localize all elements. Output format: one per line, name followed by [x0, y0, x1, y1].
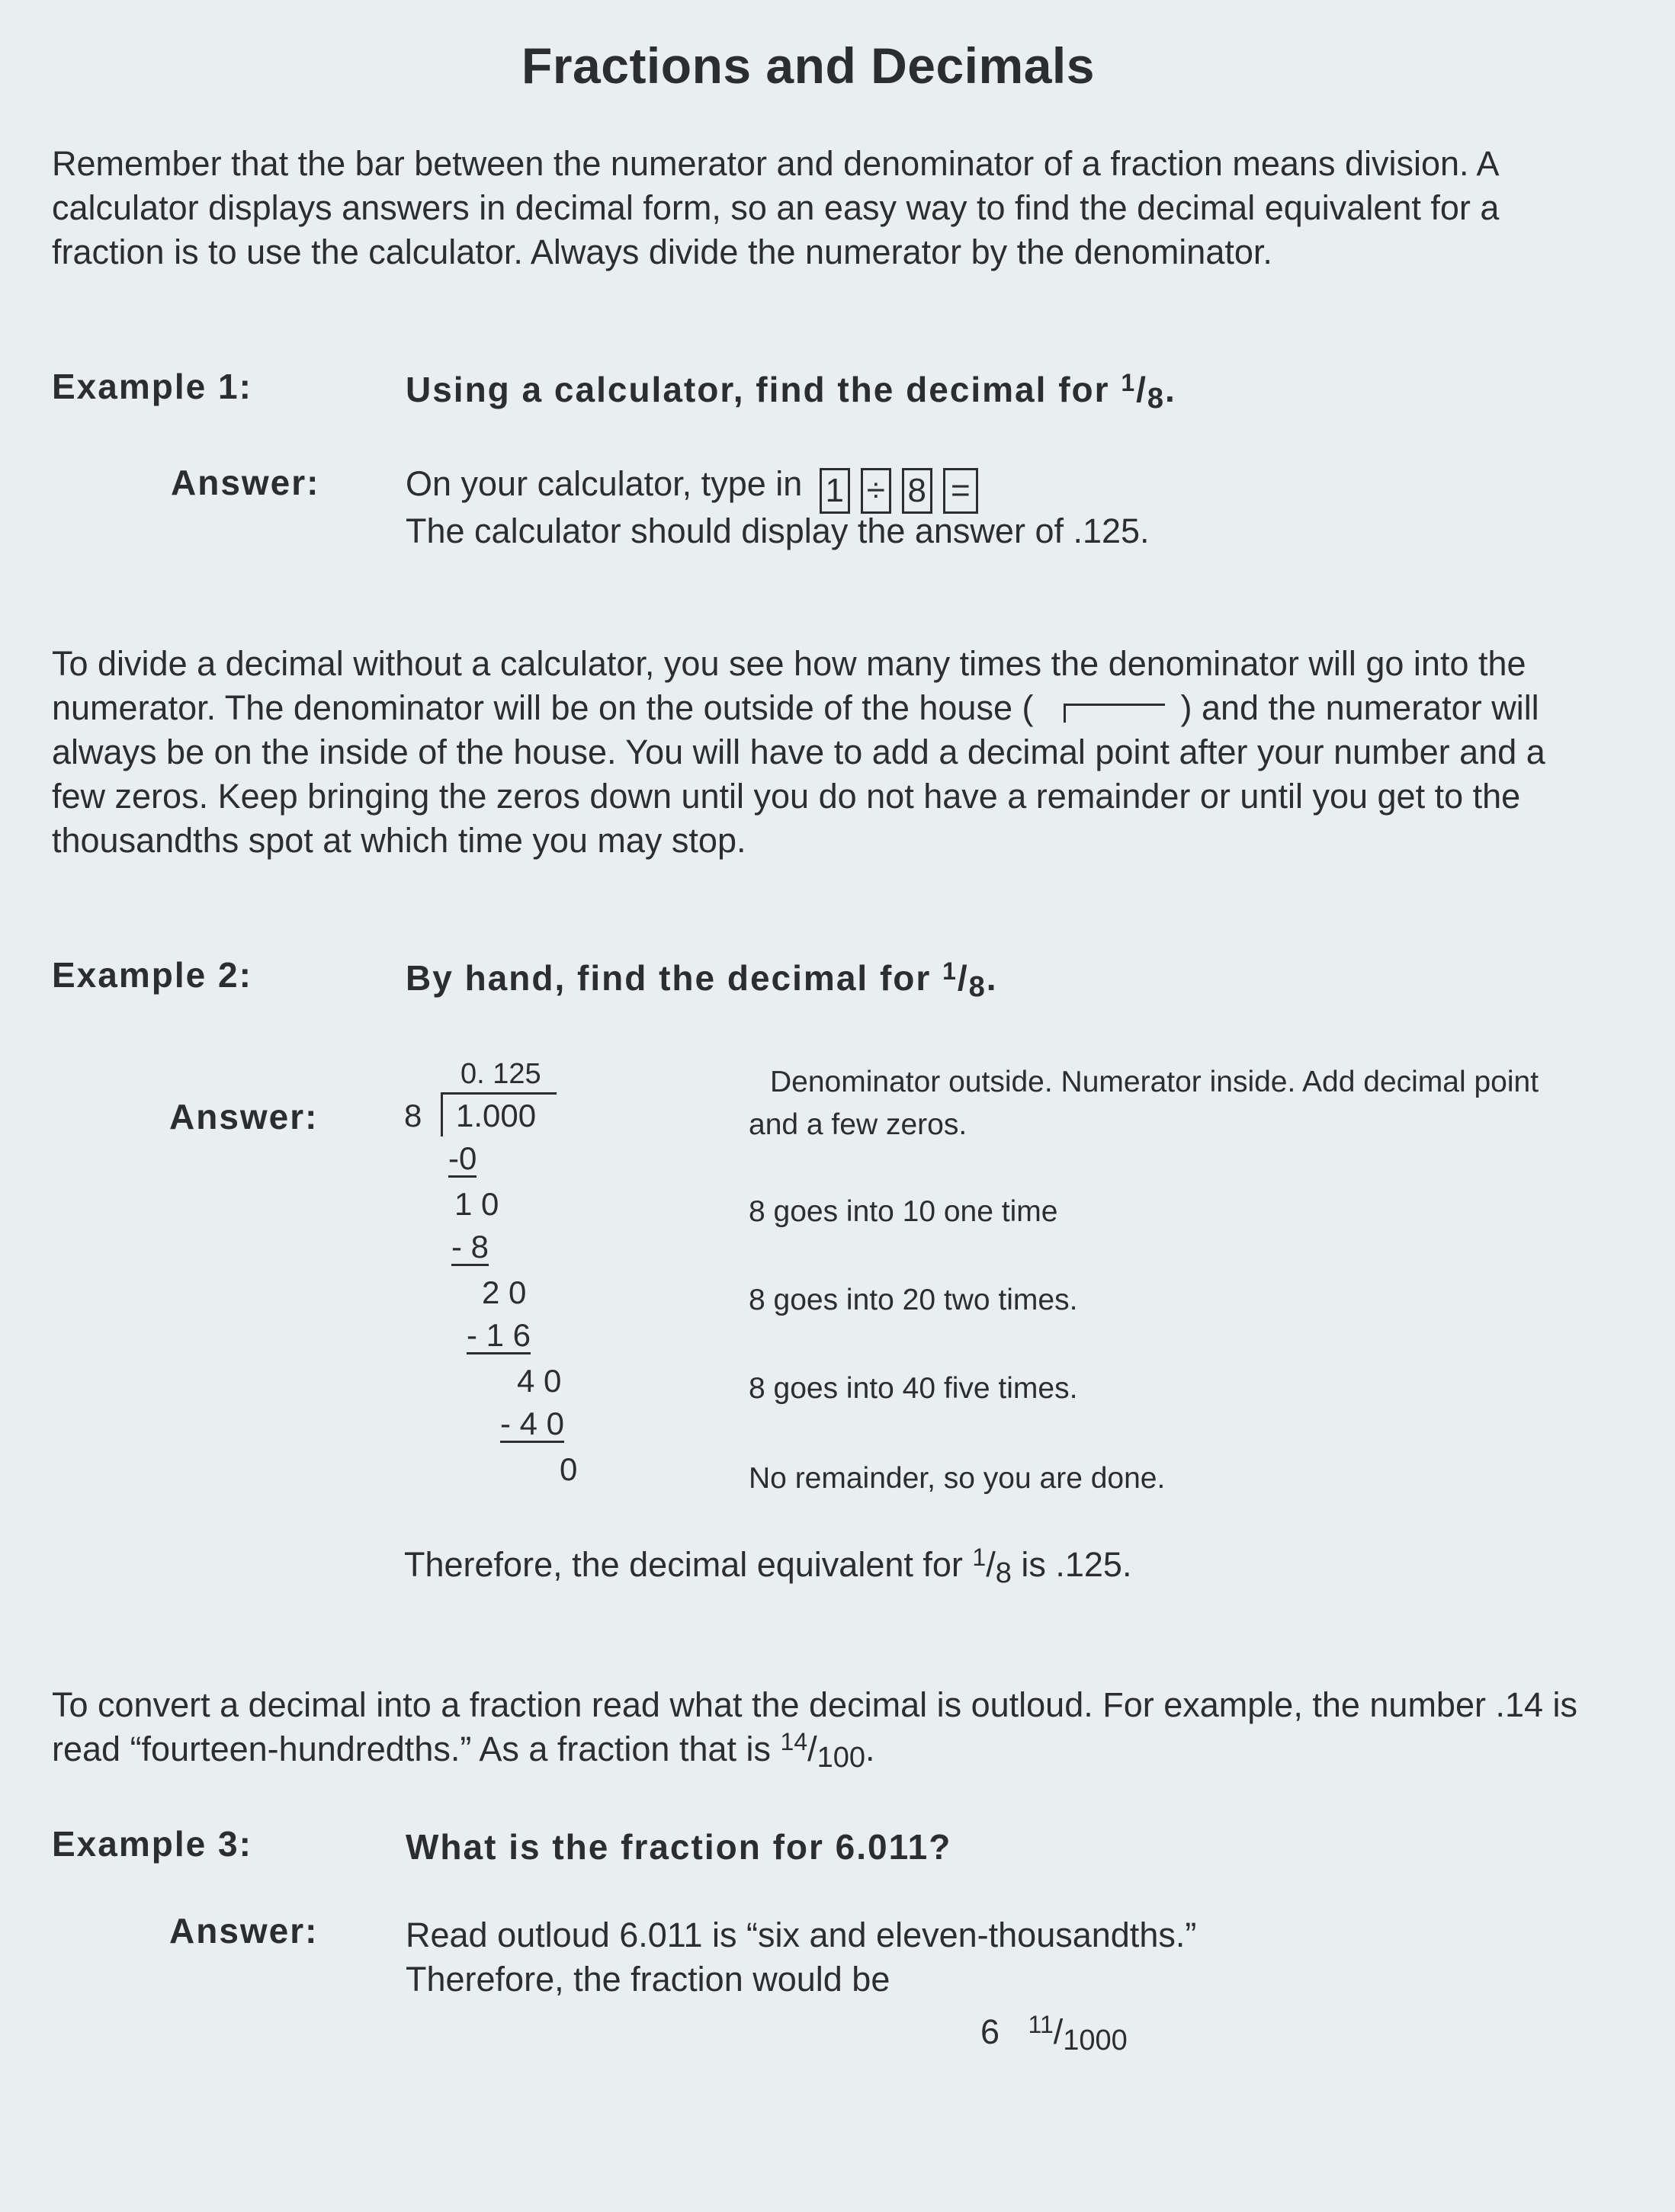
convert-paragraph: To convert a decimal into a fraction read what the decimal is outloud. For example, the number .14 is read “fourteen-hundredths.” As a fraction that is $^{14}/_{100}$. — [52, 1685, 1578, 1774]
example2-conclusion-end: is .125. — [1011, 1545, 1132, 1584]
example2-answer-label: Answer: — [169, 1097, 319, 1136]
example1-question-text: Using a calculator, find the decimal for — [406, 370, 1121, 409]
division-note: Denominator outside. Numerator inside. Add decimal point and a few zeros. — [749, 1066, 1539, 1141]
long-division-step: 1 0 — [454, 1186, 499, 1222]
example3-result-den: 1000 — [1063, 2024, 1128, 2057]
example2-question-end: . — [986, 958, 998, 998]
long-division-dividend: 1.000 — [456, 1098, 537, 1133]
example1-answer-line2: The calculator should display the answer of .125. — [406, 511, 1150, 550]
example3-result: 6 $^{11}/_{1000}$ — [980, 2011, 1128, 2057]
long-division-top-bar — [441, 1092, 557, 1095]
long-division-divisor: 8 — [404, 1098, 422, 1133]
example3-question: What is the fraction for 6.011? — [406, 1827, 952, 1867]
calc-key-divide: ÷ — [861, 468, 891, 514]
example3-answer-label: Answer: — [169, 1911, 319, 1951]
example3-answer-line1: Read outloud 6.011 is “six and eleven-thousandths.” — [406, 1915, 1197, 1954]
long-division-step: - 4 0 — [500, 1406, 565, 1441]
example1-answer-label: Answer: — [171, 463, 320, 502]
example1-label: Example 1: — [52, 367, 252, 406]
calc-key-equals: = — [943, 468, 978, 514]
long-division-step: 0 — [560, 1451, 578, 1487]
long-division-quotient: 0. 125 — [460, 1058, 541, 1090]
example2-question: By hand, find the decimal for $^1/_8$. — [406, 957, 998, 1003]
division-text-part1: To divide a decimal without a calculator, you see how many times the denominator will go into the numerator. The denominator will be on the outside of the house ( — [52, 644, 1526, 727]
example2-conclusion: Therefore, the decimal equivalent for $^1/_8$ is .125. — [404, 1544, 1132, 1589]
long-division-house-wall — [441, 1092, 443, 1136]
long-division-step: - 1 6 — [467, 1317, 531, 1353]
example2-frac-den: 8 — [968, 971, 987, 1003]
division-text-part2: ) and the numerator will always be on the inside of the house. You will have to add a decimal point after your number and a few zeros. Keep bringing the zeros down until you do not have a remainder or until you get to the thousandths spot at which time you may stop. — [52, 688, 1545, 860]
example1-frac-den: 8 — [1147, 383, 1166, 415]
example1-frac-num: 1 — [1121, 369, 1137, 396]
long-division-step: 4 0 — [517, 1363, 562, 1399]
long-division-step: 2 0 — [482, 1274, 527, 1310]
division-note: 8 goes into 10 one time — [749, 1195, 1058, 1228]
long-division-step: - 8 — [451, 1229, 489, 1265]
intro-paragraph: Remember that the bar between the numerator and denominator of a fraction means division. A calculator displays answers in decimal form, so an easy way to find the decimal equivalent for a fraction is to use the calculator. Always divide the numerator by the denominator. — [52, 144, 1500, 271]
example3-result-whole: 6 — [980, 2012, 1000, 2051]
division-note: No remainder, so you are done. — [749, 1462, 1166, 1495]
example3-result-num: 11 — [1028, 2011, 1054, 2038]
example2-question-text: By hand, find the decimal for — [406, 958, 943, 998]
division-note: 8 goes into 40 five times. — [749, 1372, 1078, 1405]
example2-label: Example 2: — [52, 955, 252, 995]
example2-conclusion-text: Therefore, the decimal equivalent for — [404, 1545, 973, 1584]
long-division-step: -0 — [448, 1140, 477, 1176]
convert-frac-num: 14 — [780, 1728, 808, 1755]
division-house-symbol — [1064, 704, 1165, 723]
example1-answer-text: On your calculator, type in — [406, 464, 803, 503]
example1-answer-line1 — [406, 462, 989, 514]
calc-key-8: 8 — [902, 468, 932, 514]
example1-question: Using a calculator, find the decimal for $^1/_8$. — [406, 369, 1176, 415]
example3-label: Example 3: — [52, 1824, 252, 1864]
example2-conclusion-num: 1 — [972, 1544, 987, 1571]
convert-text-end: . — [865, 1730, 875, 1768]
division-note: 8 goes into 20 two times. — [749, 1284, 1078, 1316]
convert-frac-den: 100 — [817, 1742, 866, 1774]
example2-conclusion-den: 8 — [995, 1557, 1012, 1589]
example3-answer-line2: Therefore, the fraction would be — [406, 1960, 890, 1999]
convert-text: To convert a decimal into a fraction read what the decimal is outloud. For example, the number .14 is read “fourteen-hundredths.” As a fraction that is — [52, 1685, 1578, 1768]
page-title: Fractions and Decimals — [521, 37, 1095, 94]
example1-question-end: . — [1165, 370, 1176, 409]
calc-key-1: 1 — [820, 468, 850, 514]
example2-frac-num: 1 — [942, 957, 958, 985]
division-paragraph — [52, 642, 1592, 863]
